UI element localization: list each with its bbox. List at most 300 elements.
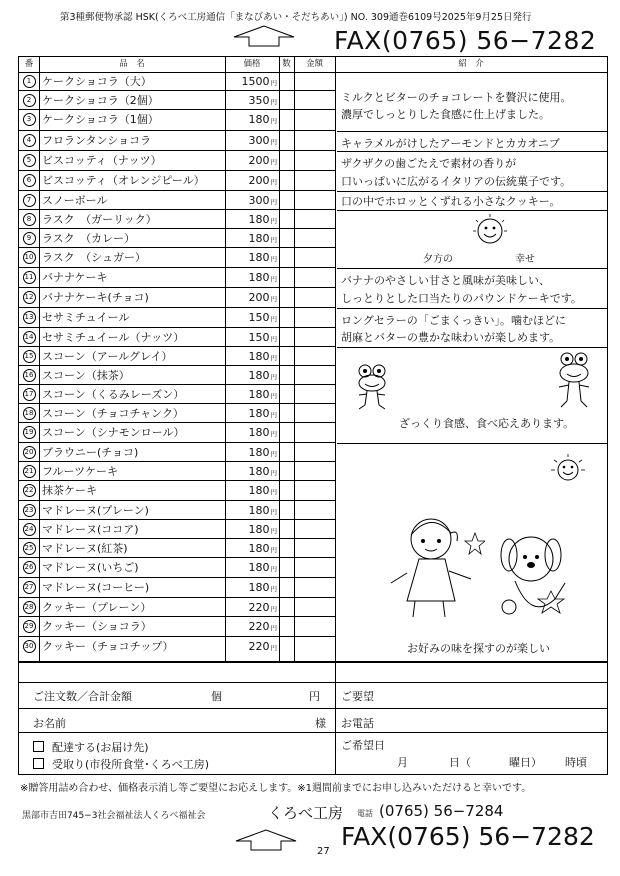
desc-sesame-line2: 胡麻とバターの豊かな味わいが楽しめます。 bbox=[341, 331, 561, 344]
item-number bbox=[19, 541, 39, 555]
yen-unit: 円 bbox=[270, 373, 277, 381]
item-number-circle: 10 bbox=[23, 251, 36, 264]
item-price bbox=[225, 406, 277, 423]
desc-florentin-line: キャラメルがけしたアーモンドとカカオニブ bbox=[341, 137, 560, 150]
item-name: ケークショコラ（大） bbox=[42, 75, 152, 88]
amount-cell[interactable] bbox=[295, 210, 335, 228]
item-number bbox=[19, 133, 39, 147]
item-number bbox=[19, 600, 39, 614]
desc-rusk-word1: 夕方の bbox=[423, 254, 453, 265]
yen-unit: 円 bbox=[270, 450, 277, 458]
desc-rusk bbox=[337, 210, 607, 269]
desc-choco-line2: 濃厚でしっとりした食感に仕上げました。 bbox=[341, 108, 550, 121]
item-number bbox=[19, 310, 39, 324]
product-row bbox=[19, 443, 335, 462]
item-price bbox=[225, 290, 277, 307]
item-number bbox=[19, 464, 39, 478]
amount-cell[interactable] bbox=[295, 520, 335, 538]
item-number bbox=[19, 619, 39, 633]
product-row bbox=[19, 151, 335, 171]
col-description-header: 紹 介 bbox=[335, 57, 607, 73]
puppy-illustration bbox=[495, 525, 585, 625]
amount-cell[interactable] bbox=[295, 443, 335, 461]
item-price bbox=[225, 173, 277, 190]
desc-scone bbox=[337, 347, 607, 444]
item-number-circle: 5 bbox=[23, 154, 36, 167]
amount-cell[interactable] bbox=[295, 385, 335, 403]
quantity-cell[interactable] bbox=[280, 91, 294, 109]
item-price bbox=[225, 270, 277, 287]
quantity-cell[interactable] bbox=[280, 501, 294, 519]
item-price-value: 150 bbox=[248, 331, 270, 344]
item-name: クッキー（チョコチップ） bbox=[42, 640, 174, 653]
item-number-circle: 26 bbox=[23, 561, 36, 574]
item-price-value: 220 bbox=[248, 620, 270, 633]
order-table bbox=[18, 56, 608, 662]
amount-cell[interactable] bbox=[295, 558, 335, 577]
item-number-circle: 8 bbox=[23, 213, 36, 226]
item-number-circle: 12 bbox=[23, 291, 36, 304]
product-row bbox=[19, 328, 335, 347]
amount-cell[interactable] bbox=[295, 598, 335, 616]
item-number-circle: 28 bbox=[23, 601, 36, 614]
quantity-cell[interactable] bbox=[280, 462, 294, 480]
quantity-cell[interactable] bbox=[280, 288, 294, 307]
quantity-cell[interactable] bbox=[280, 347, 294, 365]
product-row bbox=[19, 110, 335, 131]
item-number-circle: 20 bbox=[23, 446, 36, 459]
item-number-circle: 16 bbox=[23, 369, 36, 382]
divider bbox=[335, 732, 607, 733]
item-price bbox=[225, 250, 277, 267]
product-row bbox=[19, 539, 335, 558]
yen-unit: 円 bbox=[309, 690, 320, 703]
item-number bbox=[19, 580, 39, 594]
amount-cell[interactable] bbox=[295, 539, 335, 557]
order-total-label: ご注文数／合計金額 bbox=[33, 690, 132, 703]
amount-cell[interactable] bbox=[295, 110, 335, 130]
quantity-cell[interactable] bbox=[280, 151, 294, 170]
item-number-circle: 2 bbox=[23, 94, 36, 107]
item-number bbox=[19, 639, 39, 653]
desc-bottom bbox=[337, 443, 607, 661]
amount-cell[interactable] bbox=[295, 308, 335, 327]
product-row bbox=[19, 268, 335, 288]
divider bbox=[19, 682, 607, 683]
divider bbox=[19, 708, 607, 709]
yen-unit: 円 bbox=[270, 527, 277, 535]
amount-cell[interactable] bbox=[295, 481, 335, 500]
quantity-cell[interactable] bbox=[280, 328, 294, 346]
frog-right-illustration bbox=[549, 347, 601, 417]
item-number bbox=[19, 503, 39, 517]
item-price-value: 220 bbox=[248, 640, 270, 653]
desired-date-label: ご希望日 bbox=[341, 739, 385, 752]
quantity-cell[interactable] bbox=[280, 366, 294, 384]
amount-cell[interactable] bbox=[295, 328, 335, 346]
fax-number-top: FAX(0765) 56−7282 bbox=[334, 26, 597, 55]
yen-unit: 円 bbox=[270, 624, 277, 632]
amount-cell[interactable] bbox=[295, 191, 335, 209]
item-number-circle: 15 bbox=[23, 350, 36, 363]
item-number-circle: 23 bbox=[23, 504, 36, 517]
item-price-value: 180 bbox=[248, 542, 270, 555]
yen-unit: 円 bbox=[270, 178, 277, 186]
desc-snowball bbox=[337, 191, 607, 211]
item-number bbox=[19, 368, 39, 382]
product-row bbox=[19, 248, 335, 268]
yen-unit: 円 bbox=[270, 469, 277, 477]
quantity-cell[interactable] bbox=[280, 110, 294, 130]
amount-cell[interactable] bbox=[295, 248, 335, 267]
desc-rusk-word2: 幸せ bbox=[515, 254, 535, 265]
item-name: マドレーヌ(紅茶) bbox=[42, 542, 128, 555]
item-price bbox=[225, 112, 277, 129]
yen-unit: 円 bbox=[270, 158, 277, 166]
amount-cell[interactable] bbox=[295, 404, 335, 422]
item-price-value: 180 bbox=[248, 484, 270, 497]
yen-unit: 円 bbox=[270, 335, 277, 343]
quantity-cell[interactable] bbox=[280, 404, 294, 422]
desc-biscotti-line1: ザクザクの歯ごたえで素材の香りが bbox=[341, 157, 517, 170]
yen-unit: 円 bbox=[270, 546, 277, 554]
item-number bbox=[19, 153, 39, 167]
item-number-circle: 25 bbox=[23, 542, 36, 555]
item-name: クッキー（プレーン） bbox=[42, 601, 152, 614]
desc-snowball-line: 口の中でホロッとくずれる小さなクッキー。 bbox=[341, 195, 561, 208]
quantity-cell[interactable] bbox=[280, 308, 294, 327]
order-form bbox=[18, 662, 608, 775]
item-name: フロランタンショコラ bbox=[42, 134, 152, 147]
amount-cell[interactable] bbox=[295, 72, 335, 90]
item-name: クッキー（ショコラ） bbox=[42, 620, 152, 633]
product-row bbox=[19, 462, 335, 481]
smiling-sun-icon bbox=[550, 453, 586, 487]
item-price bbox=[225, 212, 277, 229]
desc-banana bbox=[337, 268, 607, 309]
item-price bbox=[225, 541, 277, 558]
item-price-value: 180 bbox=[248, 581, 270, 594]
quantity-cell[interactable] bbox=[280, 637, 294, 660]
item-price bbox=[225, 231, 277, 248]
item-number bbox=[19, 173, 39, 187]
quantity-cell[interactable] bbox=[280, 481, 294, 500]
quantity-cell[interactable] bbox=[280, 520, 294, 538]
delivery-label: 配達する(お届け先) bbox=[52, 741, 149, 754]
product-row bbox=[19, 72, 335, 91]
requests-label: ご要望 bbox=[341, 690, 374, 703]
item-price-value: 180 bbox=[248, 504, 270, 517]
item-number-circle: 11 bbox=[23, 271, 36, 284]
quantity-cell[interactable] bbox=[280, 443, 294, 461]
desc-sesame-line1: ロングセラーの「ごまくっきい」。噛むほどに bbox=[341, 314, 567, 327]
item-number-circle: 21 bbox=[23, 465, 36, 478]
item-price bbox=[225, 93, 277, 110]
item-price bbox=[225, 483, 277, 500]
phone-number bbox=[357, 802, 503, 820]
yen-unit: 円 bbox=[270, 117, 277, 125]
quantity-cell[interactable] bbox=[280, 131, 294, 150]
item-number-circle: 24 bbox=[23, 523, 36, 536]
item-name: ラスク （シュガー） bbox=[42, 251, 146, 264]
item-number-circle: 29 bbox=[23, 620, 36, 633]
quantity-cell[interactable] bbox=[280, 558, 294, 577]
item-price-value: 200 bbox=[248, 174, 270, 187]
desc-bottom-line: お好みの味を探すのが楽しい bbox=[407, 642, 550, 655]
item-price bbox=[225, 639, 277, 656]
quantity-cell[interactable] bbox=[280, 171, 294, 190]
amount-cell[interactable] bbox=[295, 637, 335, 660]
item-price-value: 200 bbox=[248, 291, 270, 304]
amount-cell[interactable] bbox=[295, 462, 335, 480]
item-price bbox=[225, 445, 277, 462]
quantity-cell[interactable] bbox=[280, 385, 294, 403]
yen-unit: 円 bbox=[270, 255, 277, 263]
yen-unit: 円 bbox=[270, 236, 277, 244]
col-price-header: 価格 bbox=[225, 57, 279, 73]
item-price-value: 200 bbox=[248, 154, 270, 167]
yen-unit: 円 bbox=[270, 411, 277, 419]
product-row bbox=[19, 385, 335, 404]
item-name: マドレーヌ(コーヒー) bbox=[42, 581, 150, 594]
item-number-circle: 14 bbox=[23, 331, 36, 344]
quantity-cell[interactable] bbox=[280, 229, 294, 247]
item-price bbox=[225, 193, 277, 210]
quantity-cell[interactable] bbox=[280, 617, 294, 636]
item-number bbox=[19, 290, 39, 304]
product-row bbox=[19, 520, 335, 539]
yen-unit: 円 bbox=[270, 605, 277, 613]
yen-unit: 円 bbox=[270, 98, 277, 106]
product-row bbox=[19, 229, 335, 248]
arrow-up-top-icon bbox=[204, 24, 324, 48]
yen-unit: 円 bbox=[270, 585, 277, 593]
organization-address: 黒部市吉田745−3社会福祉法人くろべ福祉会 bbox=[22, 811, 206, 821]
item-number-circle: 19 bbox=[23, 426, 36, 439]
item-number-circle: 7 bbox=[23, 194, 36, 207]
item-name: マドレーヌ(プレーン) bbox=[42, 504, 149, 517]
quantity-cell[interactable] bbox=[280, 578, 294, 597]
shop-name: くろべ工房 bbox=[268, 804, 344, 822]
item-price-value: 180 bbox=[248, 523, 270, 536]
sama-suffix: 様 bbox=[315, 717, 326, 730]
item-number bbox=[19, 387, 39, 401]
item-name: マドレーヌ(いちご) bbox=[42, 561, 139, 574]
item-name: スコーン（くるみレーズン） bbox=[42, 388, 185, 401]
item-name: ケークショコラ（2個） bbox=[42, 94, 159, 107]
arrow-up-bottom-icon bbox=[206, 828, 326, 852]
item-price-value: 220 bbox=[248, 601, 270, 614]
item-price-value: 300 bbox=[248, 134, 270, 147]
desc-biscotti-line2: 口いっぱいに広がるイタリアの伝統菓子です。 bbox=[341, 175, 572, 188]
month-unit: 月 bbox=[397, 756, 408, 769]
item-number-circle: 1 bbox=[23, 75, 36, 88]
item-price bbox=[225, 387, 277, 404]
product-row bbox=[19, 404, 335, 423]
product-row bbox=[19, 91, 335, 110]
item-price bbox=[225, 464, 277, 481]
item-number-circle: 17 bbox=[23, 388, 36, 401]
yen-unit: 円 bbox=[270, 644, 277, 652]
item-name: バナナケーキ bbox=[42, 271, 108, 284]
item-name: バナナケーキ(チョコ) bbox=[42, 291, 149, 304]
item-price bbox=[225, 600, 277, 617]
item-name: マドレーヌ(ココア) bbox=[42, 523, 139, 536]
item-price bbox=[225, 522, 277, 539]
amount-cell[interactable] bbox=[295, 131, 335, 150]
col-amount-header: 金額 bbox=[294, 57, 335, 73]
time-unit: 時頃 bbox=[565, 756, 587, 769]
item-price-value: 180 bbox=[248, 271, 270, 284]
product-row bbox=[19, 347, 335, 366]
product-row bbox=[19, 171, 335, 191]
col-number-header: 番 bbox=[19, 57, 39, 73]
item-price-value: 180 bbox=[248, 465, 270, 478]
item-number-circle: 6 bbox=[23, 174, 36, 187]
item-price bbox=[225, 349, 277, 366]
amount-cell[interactable] bbox=[295, 366, 335, 384]
delivery-option[interactable] bbox=[33, 739, 149, 755]
form-top-strip bbox=[19, 663, 607, 682]
amount-cell[interactable] bbox=[295, 288, 335, 307]
item-price-value: 180 bbox=[248, 407, 270, 420]
yen-unit: 円 bbox=[270, 392, 277, 400]
item-price bbox=[225, 330, 277, 347]
item-price-value: 180 bbox=[248, 561, 270, 574]
item-price-value: 180 bbox=[248, 232, 270, 245]
item-price bbox=[225, 153, 277, 170]
desc-scone-line: ざっくり食感、食べ応えあります。 bbox=[399, 417, 575, 430]
quantity-cell[interactable] bbox=[280, 210, 294, 228]
col-name-header: 品 名 bbox=[39, 57, 225, 73]
yen-unit: 円 bbox=[270, 508, 277, 516]
yen-unit: 円 bbox=[270, 315, 277, 323]
product-row bbox=[19, 423, 335, 443]
item-price-value: 180 bbox=[248, 350, 270, 363]
item-price bbox=[225, 74, 277, 91]
item-number bbox=[19, 445, 39, 459]
desc-banana-line2: しっとりとした口当たりのパウンドケーキです。 bbox=[341, 292, 582, 305]
product-row bbox=[19, 617, 335, 637]
item-price bbox=[225, 503, 277, 520]
item-price bbox=[225, 580, 277, 597]
amount-cell[interactable] bbox=[295, 617, 335, 636]
item-price-value: 180 bbox=[248, 426, 270, 439]
desc-banana-line1: バナナのやさしい甘さと風味が美味しい、 bbox=[341, 274, 550, 287]
day-unit: 日（ bbox=[449, 756, 471, 769]
product-row bbox=[19, 637, 335, 660]
item-price-value: 180 bbox=[248, 446, 270, 459]
item-name: ビスコッティ（オレンジピール） bbox=[42, 174, 205, 187]
item-number bbox=[19, 112, 39, 126]
item-number bbox=[19, 483, 39, 497]
pickup-option[interactable] bbox=[33, 756, 209, 772]
issue-header: 第3種郵便物承認 HSK(くろべ工房通信「まなびあい・そだちあい」) NO. 309通巻6109号2025年9月25日発行 bbox=[60, 12, 532, 23]
item-price-value: 1500 bbox=[241, 75, 270, 88]
amount-cell[interactable] bbox=[295, 578, 335, 597]
amount-cell[interactable] bbox=[295, 423, 335, 442]
quantity-cell[interactable] bbox=[280, 423, 294, 442]
item-name: スコーン（アールグレイ） bbox=[42, 350, 173, 363]
delivery-checkbox[interactable] bbox=[33, 741, 44, 752]
product-row bbox=[19, 308, 335, 328]
item-number bbox=[19, 231, 39, 245]
item-number bbox=[19, 193, 39, 207]
quantity-cell[interactable] bbox=[280, 598, 294, 616]
item-name: ブラウニー(チョコ) bbox=[42, 446, 139, 459]
phone-label-small: 電話 bbox=[357, 809, 373, 818]
smiling-sun-icon bbox=[470, 212, 510, 250]
item-number-circle: 22 bbox=[23, 484, 36, 497]
item-name: スコーン（シナモンロール） bbox=[42, 426, 185, 439]
product-row bbox=[19, 131, 335, 151]
quantity-cell[interactable] bbox=[280, 268, 294, 287]
divider bbox=[335, 57, 336, 661]
item-name: ラスク （ガーリック） bbox=[42, 213, 157, 226]
item-price-value: 180 bbox=[248, 213, 270, 226]
pieces-unit: 個 bbox=[211, 690, 222, 703]
item-number bbox=[19, 74, 39, 88]
item-number bbox=[19, 349, 39, 363]
product-row bbox=[19, 578, 335, 598]
quantity-cell[interactable] bbox=[280, 248, 294, 267]
item-price bbox=[225, 310, 277, 327]
yen-unit: 円 bbox=[270, 217, 277, 225]
item-number bbox=[19, 560, 39, 574]
desc-choco bbox=[337, 72, 607, 132]
customer-name-label: お名前 bbox=[33, 717, 66, 730]
amount-cell[interactable] bbox=[295, 171, 335, 190]
item-name: スノーボール bbox=[42, 194, 108, 207]
quantity-cell[interactable] bbox=[280, 539, 294, 557]
quantity-cell[interactable] bbox=[280, 191, 294, 209]
item-price bbox=[225, 368, 277, 385]
yen-unit: 円 bbox=[270, 79, 277, 87]
amount-cell[interactable] bbox=[295, 268, 335, 287]
item-name: セサミチュイール（ナッツ） bbox=[42, 331, 185, 344]
pickup-checkbox[interactable] bbox=[33, 758, 44, 769]
product-row bbox=[19, 481, 335, 501]
item-name: スコーン（抹茶） bbox=[42, 369, 130, 382]
desc-biscotti bbox=[337, 151, 607, 192]
desc-florentin bbox=[337, 131, 607, 152]
product-row bbox=[19, 288, 335, 308]
yen-unit: 円 bbox=[270, 138, 277, 146]
item-number-circle: 18 bbox=[23, 407, 36, 420]
item-number-circle: 9 bbox=[23, 232, 36, 245]
item-name: スコーン（チョコチャンク） bbox=[42, 407, 184, 420]
amount-cell[interactable] bbox=[295, 501, 335, 519]
item-price-value: 350 bbox=[248, 94, 270, 107]
children-illustration bbox=[385, 513, 485, 623]
order-note: ※贈答用詰め合わせ、価格表示消し等ご要望にお応えします。※1週間前までにお申し込みいただけると幸いです。 bbox=[20, 783, 532, 794]
item-number bbox=[19, 330, 39, 344]
item-price-value: 180 bbox=[248, 388, 270, 401]
amount-cell[interactable] bbox=[295, 347, 335, 365]
quantity-cell[interactable] bbox=[280, 72, 294, 90]
amount-cell[interactable] bbox=[295, 229, 335, 247]
item-price-value: 180 bbox=[248, 113, 270, 126]
col-qty-header: 数 bbox=[279, 57, 294, 73]
item-number bbox=[19, 250, 39, 264]
weekday-unit: 曜日） bbox=[509, 756, 542, 769]
item-number bbox=[19, 212, 39, 226]
amount-cell[interactable] bbox=[295, 151, 335, 170]
amount-cell[interactable] bbox=[295, 91, 335, 109]
item-number-circle: 4 bbox=[23, 134, 36, 147]
item-number bbox=[19, 93, 39, 107]
desc-sesame bbox=[337, 308, 607, 348]
